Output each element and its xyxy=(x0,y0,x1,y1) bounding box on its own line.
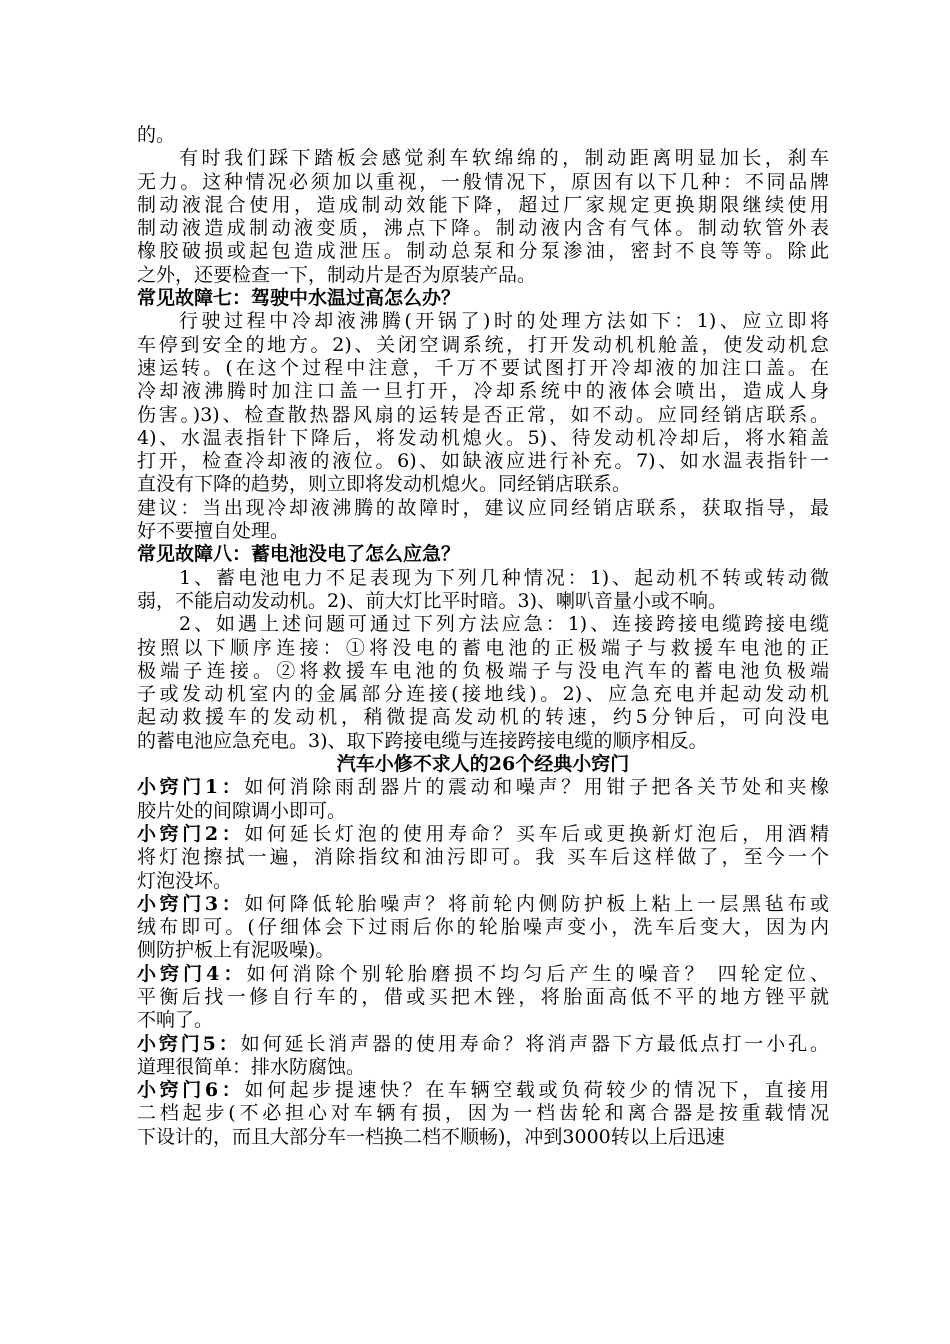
tip-text: 如何起步提速快？在车辆空载或负荷较少的情况下，直接用 xyxy=(244,1079,829,1102)
section-heading xyxy=(137,287,829,310)
document-body xyxy=(137,124,829,1149)
tip-paragraph xyxy=(137,1033,829,1080)
text-line: 按照以下顺序连接：①将没电的蓄电池的正极端子与救援车电池的正 xyxy=(137,636,829,659)
text-line xyxy=(137,893,829,916)
text-line: 制动液混合使用，造成制动效能下降，超过厂家规定更换期限继续使用 xyxy=(137,193,829,216)
text-line: 灯泡没坏。 xyxy=(137,869,233,892)
tip-label: 小窍门6： xyxy=(137,1079,245,1102)
text-line xyxy=(137,963,829,986)
text-line: 将灯泡擦拭一遍，消除指纹和油污即可。我 买车后这样做了，至今一个 xyxy=(137,846,829,869)
tip-text: 如何消除雨刮器片的震动和噪声？用钳子把各关节处和夹橡 xyxy=(244,776,829,799)
text-line: 的蓄电池应急充电。3)、取下跨接电缆与连接跨接电缆的顺序相反。 xyxy=(137,729,708,752)
tip-paragraph xyxy=(137,1079,829,1149)
paragraph xyxy=(137,124,829,147)
text-line: 常见故障八：蓄电池没电了怎么应急？ xyxy=(137,543,461,566)
text-line: 道理很简单：排水防腐蚀。 xyxy=(137,1055,366,1078)
text-line: 制动液造成制动液变质，沸点下降。制动液内含有气体。制动软管外表 xyxy=(137,217,829,240)
text-line: 绒布即可。(仔细体会下过雨后你的轮胎噪声变小，洗车后变大，因为内 xyxy=(137,916,829,939)
text-line: 直没有下降的趋势，则立即将发动机熄火。同经销店联系。 xyxy=(137,473,632,496)
text-line: 下设计的，而且大部分车一档换二档不顺畅)，冲到3000转以上后迅速 xyxy=(137,1125,725,1148)
text-line: 有时我们踩下踏板会感觉刹车软绵绵的，制动距离明显加长，刹车 xyxy=(179,147,829,170)
tip-text: 如何延长灯泡的使用寿命？买车后或更换新灯泡后，用酒精 xyxy=(244,822,829,845)
text-line: 4)、水温表指针下降后，将发动机熄火。5)、待发动机冷却后，将水箱盖 xyxy=(137,426,829,449)
text-line: 的。 xyxy=(137,124,176,146)
text-line: 之外，还要检查一下，制动片是否为原装产品。 xyxy=(137,263,537,286)
section-heading xyxy=(137,543,829,566)
text-line: 极端子连接。②将救援车电池的负极端子与没电汽车的蓄电池负极端 xyxy=(137,659,829,682)
paragraph xyxy=(137,497,829,544)
text-line xyxy=(137,776,829,799)
tip-paragraph xyxy=(137,963,829,1033)
text-line xyxy=(137,823,829,846)
text-line: 车停到安全的地方。2)、关闭空调系统，打开发动机机舱盖，使发动机怠 xyxy=(137,333,829,356)
tip-text: 如何降低轮胎噪声？将前轮内侧防护板上粘上一层黑毡布或 xyxy=(244,892,829,915)
text-line: 弱，不能启动发动机。2)、前大灯比平时暗。3)、喇叭音量小或不响。 xyxy=(137,589,728,612)
tip-label: 小窍门4： xyxy=(137,962,247,985)
text-line: 侧防护板上有泥吸噪)。 xyxy=(137,939,335,962)
text-line: 常见故障七：驾驶中水温过高怎么办？ xyxy=(137,287,461,310)
text-line: 冷却液沸腾时加注口盖一旦打开，冷却系统中的液体会喷出，造成人身 xyxy=(137,380,829,403)
text-line: 建议：当出现冷却液沸腾的故障时，建议应同经销店联系，获取指导，最 xyxy=(137,496,829,519)
text-line: 子或发动机室内的金属部分连接(接地线)。2)、应急充电并起动发动机 xyxy=(137,683,829,706)
tip-text: 如何延长消声器的使用寿命？将消声器下方最低点打一小孔。 xyxy=(240,1032,829,1055)
paragraph xyxy=(137,147,829,287)
tip-paragraph xyxy=(137,893,829,963)
text-line: 好不要擅自处理。 xyxy=(137,520,290,543)
text-line: 1、蓄电池电力不足表现为下列几种情况：1)、起动机不转或转动微 xyxy=(179,566,829,589)
text-line: 打开，检查冷却液的液位。6)、如缺液应进行补充。7)、如水温表指针一 xyxy=(137,450,829,473)
tip-paragraph xyxy=(137,823,829,893)
text-line: 伤害。)3)、检查散热器风扇的运转是否正常，如不动。应同经销店联系。 xyxy=(137,403,829,426)
text-line: 无力。这种情况必须加以重视，一般情况下，原因有以下几种：不同品牌 xyxy=(137,170,829,193)
text-line: 平衡后找一修自行车的，借或买把木锉，将胎面高低不平的地方锉平就 xyxy=(137,985,829,1008)
text-line: 二档起步(不必担心对车辆有损，因为一档齿轮和离合器是按重载情况 xyxy=(137,1102,829,1125)
paragraph xyxy=(137,567,829,614)
tip-label: 小窍门1： xyxy=(137,776,245,799)
text-line: 橡胶破损或起包造成泄压。制动总泵和分泵渗油，密封不良等等。除此 xyxy=(137,240,829,263)
text-line: 不响了。 xyxy=(137,1009,214,1032)
text-line xyxy=(137,1033,829,1056)
tip-text: 如何消除个别轮胎磨损不均匀后产生的噪音？ 四轮定位、 xyxy=(246,962,829,985)
text-line: 行驶过程中冷却液沸腾(开锅了)时的处理方法如下：1)、应立即将 xyxy=(179,310,829,333)
text-line xyxy=(137,1079,829,1102)
text-line: 胶片处的间隙调小即可。 xyxy=(137,799,347,822)
text-line: 速运转。(在这个过程中注意，千万不要试图打开冷却液的加注口盖。在 xyxy=(137,356,829,379)
text-line: 起动救援车的发动机，稍微提高发动机的转速，约5分钟后，可向没电 xyxy=(137,706,829,729)
tip-paragraph xyxy=(137,776,829,823)
tip-label: 小窍门5： xyxy=(137,1032,241,1055)
paragraph xyxy=(137,310,829,496)
text-line: 汽车小修不求人的26个经典小窍门 xyxy=(336,753,630,776)
tip-label: 小窍门2： xyxy=(137,822,245,845)
paragraph xyxy=(137,613,829,753)
section-title xyxy=(137,753,829,776)
tip-label: 小窍门3： xyxy=(137,892,245,915)
text-line: 2、如遇上述问题可通过下列方法应急：1)、连接跨接电缆跨接电缆 xyxy=(179,613,829,636)
